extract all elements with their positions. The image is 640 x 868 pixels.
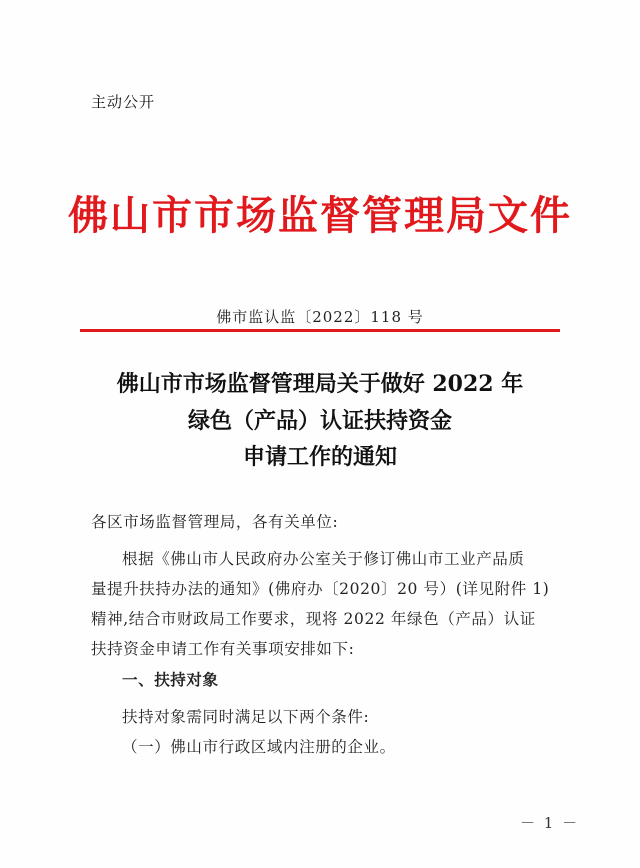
paragraph-line-1: 根据《佛山市人民政府办公室关于修订佛山市工业产品质 <box>122 550 525 568</box>
notice-title-line-1: 佛山市市场监督管理局关于做好 2022 年 <box>116 371 524 397</box>
paragraph-line-3: 精神,结合市财政局工作要求，现将 2022 年绿色（产品）认证 <box>91 610 536 628</box>
condition-1: （一）佛山市行政区域内注册的企业。 <box>122 738 396 756</box>
page-number: － 1 － <box>520 814 580 832</box>
addressee-line: 各区市场监督管理局，各有关单位: <box>91 513 339 531</box>
notice-title-line-2: 绿色（产品）认证扶持资金 <box>187 408 452 434</box>
section-intro: 扶持对象需同时满足以下两个条件: <box>122 708 370 726</box>
masthead-title: 佛山市市场监督管理局文件 <box>68 192 572 239</box>
disclosure-label: 主动公开 <box>91 93 156 111</box>
paragraph-line-2: 量提升扶持办法的通知》(佛府办〔2020〕20 号）(详见附件 1) <box>91 580 550 598</box>
section-heading: 一、扶持对象 <box>122 671 219 689</box>
notice-title-line-3: 申请工作的通知 <box>242 444 397 470</box>
paragraph-line-4: 扶持资金申请工作有关事项安排如下: <box>91 640 355 658</box>
document-number: 佛市监认监〔2022〕118 号 <box>216 308 424 326</box>
red-divider-line <box>80 329 560 332</box>
